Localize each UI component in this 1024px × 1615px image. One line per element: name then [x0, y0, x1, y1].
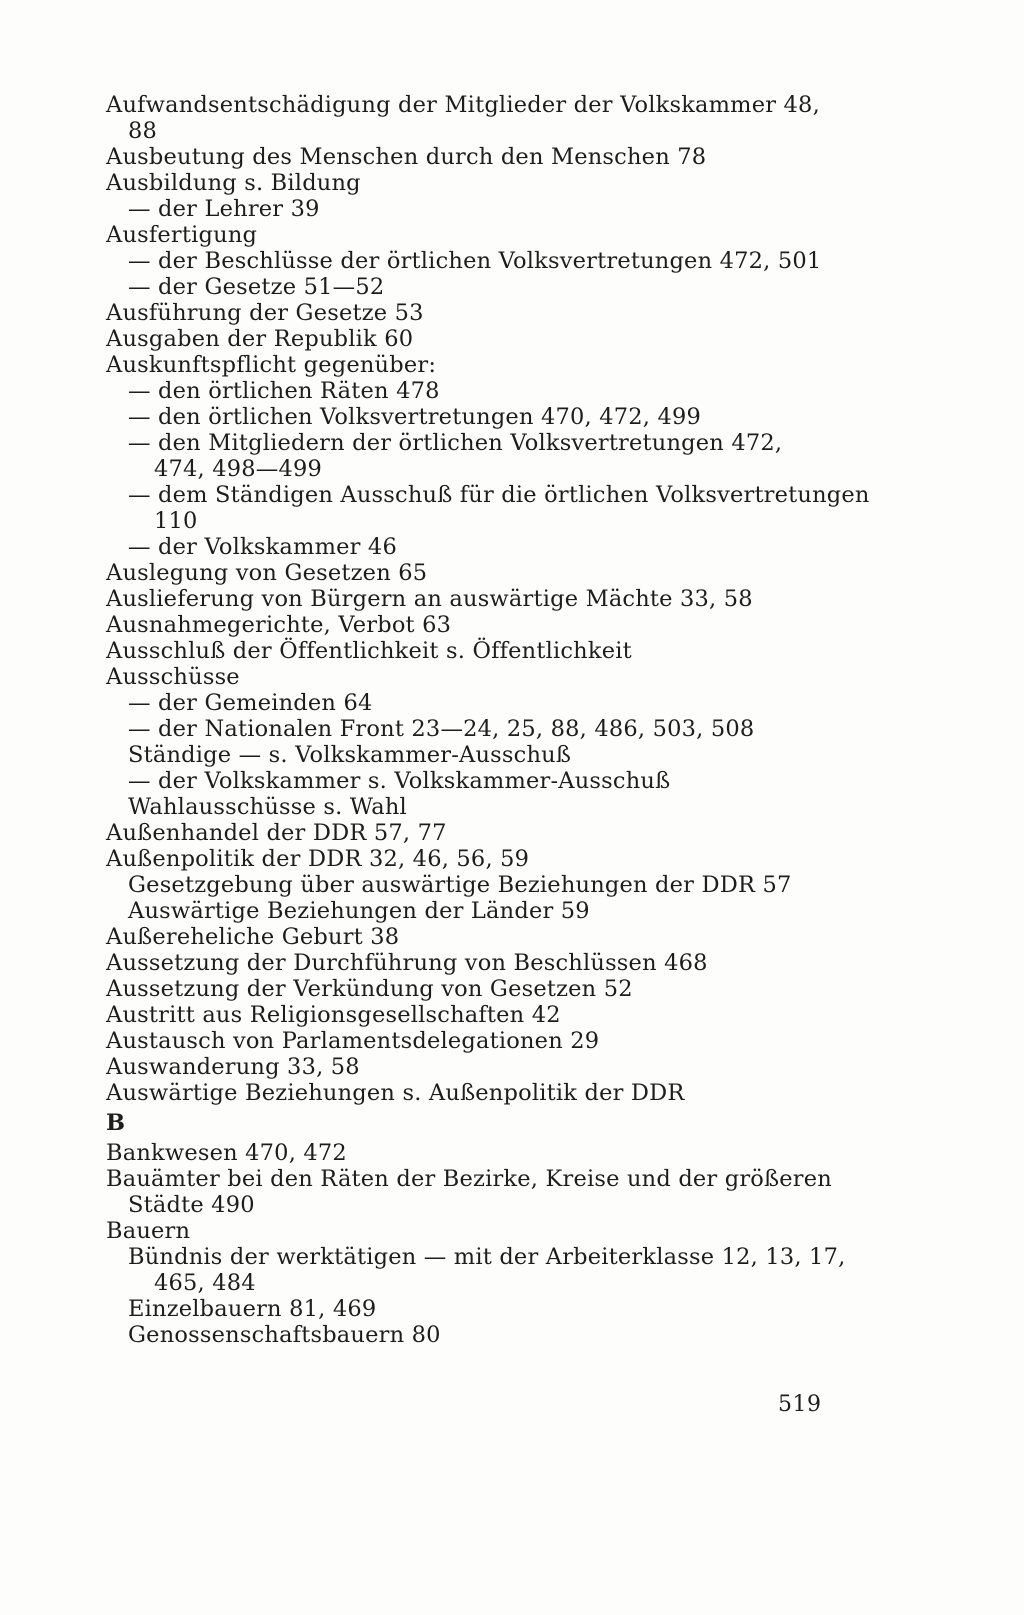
- index-entry: Genossenschaftsbauern 80: [128, 1322, 441, 1348]
- index-entry: Städte 490: [128, 1192, 255, 1218]
- index-entry: Austritt aus Religionsgesellschaften 42: [106, 1002, 561, 1028]
- index-list: [106, 92, 870, 1348]
- index-entry: Ausnahmegerichte, Verbot 63: [106, 612, 452, 638]
- index-entry: Einzelbauern 81, 469: [128, 1296, 377, 1322]
- index-entry: Wahlausschüsse s. Wahl: [128, 794, 407, 820]
- index-entry: Bauämter bei den Räten der Bezirke, Kreise und der größeren: [106, 1166, 832, 1192]
- page-number: 519: [778, 1392, 822, 1417]
- index-entry: Ausbeutung des Menschen durch den Menschen 78: [106, 144, 707, 170]
- index-entry: Aussetzung der Durchführung von Beschlüssen 468: [106, 950, 708, 976]
- index-entry: Außereheliche Geburt 38: [106, 924, 400, 950]
- index-entry: — den örtlichen Volksvertretungen 470, 472, 499: [128, 404, 702, 430]
- index-entry: Ausbildung s. Bildung: [106, 170, 361, 196]
- index-entry: 474, 498—499: [154, 456, 323, 482]
- index-entry: Auslieferung von Bürgern an auswärtige Mächte 33, 58: [106, 586, 753, 612]
- index-entry: Ausschüsse: [106, 664, 240, 690]
- index-entry: Bauern: [106, 1218, 191, 1244]
- index-entry: — der Nationalen Front 23—24, 25, 88, 486, 503, 508: [128, 716, 755, 742]
- index-entry: Auskunftspflicht gegenüber:: [106, 352, 437, 378]
- index-entry: Außenpolitik der DDR 32, 46, 56, 59: [106, 846, 530, 872]
- index-entry: — der Volkskammer 46: [128, 534, 397, 560]
- index-entry: 110: [154, 508, 198, 534]
- index-entry: Aufwandsentschädigung der Mitglieder der Volkskammer 48,: [106, 92, 820, 118]
- index-entry: Ausschluß der Öffentlichkeit s. Öffentlichkeit: [106, 638, 632, 664]
- index-entry: 465, 484: [154, 1270, 256, 1296]
- index-entry: Ausfertigung: [106, 222, 258, 248]
- index-entry: Bankwesen 470, 472: [106, 1140, 347, 1166]
- index-entry: Austausch von Parlamentsdelegationen 29: [106, 1028, 600, 1054]
- index-entry: 88: [128, 118, 158, 144]
- index-entry: — dem Ständigen Ausschuß für die örtlichen Volksvertretungen: [128, 482, 870, 508]
- index-entry: Ständige — s. Volkskammer-Ausschuß: [128, 742, 572, 768]
- index-entry: — der Lehrer 39: [128, 196, 320, 222]
- index-entry: — den örtlichen Räten 478: [128, 378, 440, 404]
- index-entry: — der Gemeinden 64: [128, 690, 373, 716]
- index-entry: Aussetzung der Verkündung von Gesetzen 52: [106, 976, 633, 1002]
- index-entry: Ausführung der Gesetze 53: [106, 300, 424, 326]
- index-entry: Gesetzgebung über auswärtige Beziehungen der DDR 57: [128, 872, 792, 898]
- index-entry: Bündnis der werktätigen — mit der Arbeiterklasse 12, 13, 17,: [128, 1244, 846, 1270]
- index-entry: — der Volkskammer s. Volkskammer-Ausschuß: [128, 768, 671, 794]
- section-letter-heading: B: [106, 1110, 126, 1136]
- index-entry: — den Mitgliedern der örtlichen Volksvertretungen 472,: [128, 430, 783, 456]
- index-entry: Auswärtige Beziehungen s. Außenpolitik der DDR: [106, 1080, 685, 1106]
- index-entry: Auswärtige Beziehungen der Länder 59: [128, 898, 590, 924]
- index-entry: — der Gesetze 51—52: [128, 274, 385, 300]
- index-entry: Auswanderung 33, 58: [106, 1054, 360, 1080]
- index-entry: Auslegung von Gesetzen 65: [106, 560, 428, 586]
- index-entry: Ausgaben der Republik 60: [106, 326, 414, 352]
- index-entry: — der Beschlüsse der örtlichen Volksvertretungen 472, 501: [128, 248, 822, 274]
- index-entry: Außenhandel der DDR 57, 77: [106, 820, 447, 846]
